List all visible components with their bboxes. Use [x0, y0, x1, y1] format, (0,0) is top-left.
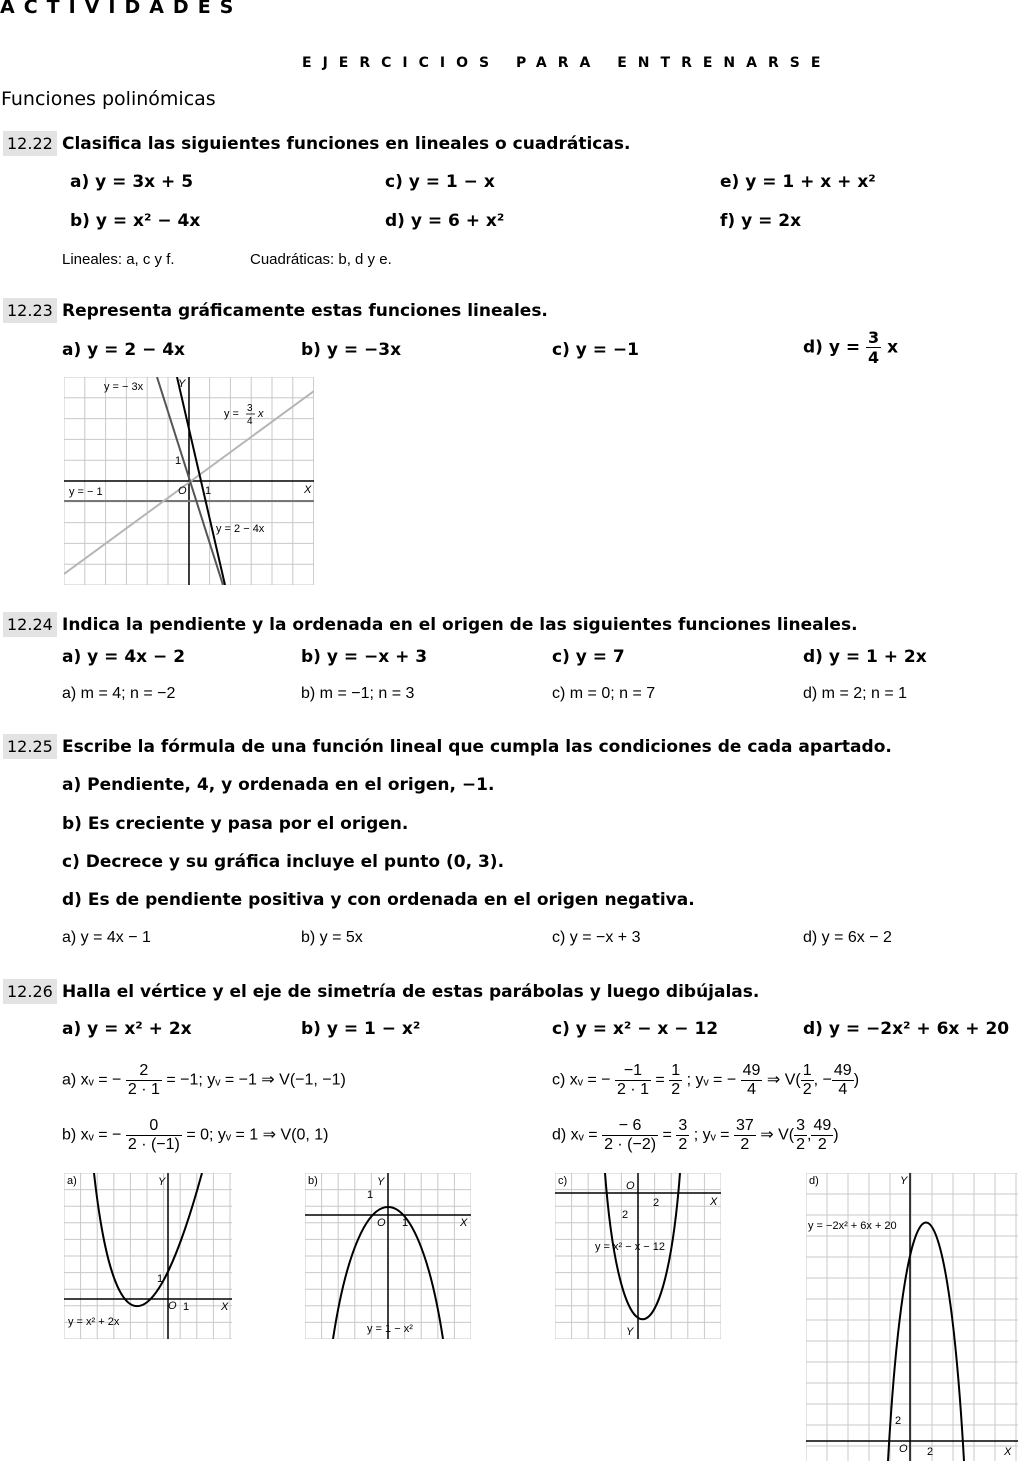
tick-y-1: 1 — [175, 455, 182, 467]
answer: a) y = 4x − 1 — [62, 929, 151, 946]
answer: Cuadráticas: b, d y e. — [250, 251, 392, 268]
fraction-denominator: 2 — [740, 1136, 750, 1153]
answer: b) m = −1; n = 3 — [301, 685, 415, 702]
item-c: c) Decrece y su gráfica incluye el punto (0, 3). — [62, 852, 505, 872]
label-y-3-4x-num: 3 — [247, 403, 253, 414]
label-y-3-4x-pre: y = — [224, 408, 239, 420]
axis-x-label: X — [304, 484, 312, 496]
solution-text: b) xᵥ = − — [62, 1126, 122, 1144]
exercise-number: 12.25 — [3, 734, 57, 759]
item-d: d) Es de pendiente positiva y con ordenada en el origen negativa. — [62, 890, 695, 910]
origin-label: O — [899, 1443, 908, 1455]
fraction-numerator: 37 — [735, 1117, 754, 1134]
tick-x-1: 1 — [205, 485, 212, 497]
fraction-denominator: 2 · (−2) — [604, 1136, 657, 1153]
exercise-number: 12.24 — [3, 612, 57, 637]
axis-y-label: Y — [178, 378, 186, 390]
axis-x-label: X — [1004, 1446, 1012, 1458]
graph-tag: b) — [308, 1175, 318, 1187]
axis-y-label: Y — [377, 1176, 385, 1188]
solution-text: , − — [813, 1071, 832, 1089]
answer: a) m = 4; n = −2 — [62, 685, 176, 702]
answer: d) y = 6x − 2 — [803, 929, 892, 946]
section-title: Funciones polinómicas — [1, 88, 216, 110]
item-a: a) y = x² + 2x — [62, 1019, 192, 1039]
item-a: a) Pendiente, 4, y ordenada en el origen, −1. — [62, 775, 495, 795]
item-a: a) y = 2 − 4x — [62, 340, 186, 360]
origin-label: O — [377, 1217, 386, 1229]
solution-text: , — [806, 1126, 812, 1144]
curve-label: y = x² + 2x — [68, 1316, 120, 1328]
item-d-prefix: d) y = — [803, 337, 861, 358]
fraction-denominator: 4 — [838, 1081, 848, 1098]
exercise-question: Indica la pendiente y la ordenada en el origen de las siguientes funciones lineales. — [62, 615, 858, 635]
item-b: b) y = −x + 3 — [301, 647, 428, 667]
solution-text: ) — [833, 1126, 839, 1144]
solution-d — [552, 1117, 839, 1154]
solution-text: = — [662, 1126, 672, 1144]
fraction-denominator: 4 — [868, 348, 880, 367]
solution-text: ⇒ V( — [766, 1071, 801, 1089]
item-d-suffix: x — [887, 337, 899, 358]
parabola-graph-a — [64, 1173, 232, 1339]
answer: c) y = −x + 3 — [552, 929, 641, 946]
label-y-minus-1: y = − 1 — [69, 486, 103, 498]
answer: d) m = 2; n = 1 — [803, 685, 908, 702]
parabola-graph-c — [555, 1173, 721, 1339]
exercise-number: 12.23 — [3, 298, 57, 323]
solution-a — [62, 1062, 346, 1099]
parabola-graph-d — [806, 1173, 1018, 1461]
fraction-numerator: −1 — [615, 1062, 651, 1081]
answer: b) y = 5x — [301, 929, 363, 946]
curve-label: y = −2x² + 6x + 20 — [808, 1220, 897, 1232]
curve-label: y = 1 − x² — [367, 1323, 413, 1335]
fraction-denominator: 4 — [747, 1081, 756, 1098]
fraction-denominator: 2 · 1 — [616, 1081, 649, 1098]
curve-label: y = x² − x − 12 — [595, 1241, 666, 1253]
fraction-numerator: 49 — [813, 1117, 832, 1134]
axis-x-label: X — [460, 1217, 468, 1229]
item-a: a) y = 3x + 5 — [70, 172, 194, 192]
solution-text: = — [655, 1071, 665, 1089]
origin-label: O — [168, 1300, 177, 1312]
origin-label: O — [626, 1180, 635, 1192]
linear-functions-graph — [64, 377, 314, 585]
item-b: b) Es creciente y pasa por el origen. — [62, 814, 409, 834]
fraction-numerator: 2 — [126, 1062, 162, 1081]
fraction-numerator: 0 — [126, 1117, 182, 1136]
fraction-numerator: 1 — [671, 1062, 681, 1079]
tick-y-2: 2 — [895, 1415, 902, 1427]
solution-text: = −1; yᵥ = −1 ⇒ V(−1, −1) — [166, 1071, 346, 1089]
tick-y-1: 1 — [367, 1189, 374, 1201]
subheader: EJERCICIOS PARA ENTRENARSE — [302, 55, 832, 71]
fraction-numerator: 3 — [868, 328, 880, 347]
exercise-question: Representa gráficamente estas funciones lineales. — [62, 301, 548, 321]
item-f: f) y = 2x — [720, 211, 802, 231]
fraction-numerator: 3 — [678, 1117, 688, 1134]
solution-text: = 0; yᵥ = 1 ⇒ V(0, 1) — [186, 1126, 329, 1144]
tick-y-1: 1 — [157, 1273, 164, 1285]
answer: c) m = 0; n = 7 — [552, 685, 656, 702]
fraction-numerator: − 6 — [602, 1117, 658, 1136]
fraction-numerator: 1 — [802, 1062, 812, 1079]
answer: Lineales: a, c y f. — [62, 251, 175, 268]
label-y-2-minus-4x: y = 2 − 4x — [216, 523, 265, 535]
item-c: c) y = 1 − x — [385, 172, 495, 192]
axis-y-label: Y — [900, 1175, 908, 1187]
fraction-denominator: 2 — [817, 1136, 827, 1153]
fraction-denominator: 2 · (−1) — [127, 1136, 180, 1153]
solution-b — [62, 1117, 328, 1154]
item-a: a) y = 4x − 2 — [62, 647, 186, 667]
item-c: c) y = 7 — [552, 647, 625, 667]
tick-x-2: 2 — [927, 1446, 934, 1458]
graph-tag: a) — [67, 1175, 77, 1187]
item-d: d) y = −2x² + 6x + 20 — [803, 1019, 1010, 1039]
item-d — [803, 328, 898, 367]
page-header: ACTIVIDADES — [0, 0, 243, 18]
exercise-question: Halla el vértice y el eje de simetría de estas parábolas y luego dibújalas. — [62, 982, 760, 1002]
item-b: b) y = x² − 4x — [70, 211, 201, 231]
solution-text: ; yᵥ = — [693, 1126, 730, 1144]
exercise-question: Escribe la fórmula de una función lineal que cumpla las condiciones de cada apartado. — [62, 737, 892, 757]
tick-y-2: 2 — [622, 1209, 629, 1221]
fraction-denominator: 2 — [796, 1136, 805, 1153]
item-e: e) y = 1 + x + x² — [720, 172, 876, 192]
origin-label: O — [178, 485, 187, 497]
fraction-numerator: 49 — [833, 1062, 852, 1079]
tick-x-2: 2 — [653, 1197, 660, 1209]
axis-x-label: X — [710, 1196, 718, 1208]
axis-y-label: Y — [626, 1326, 634, 1338]
tick-x-1: 1 — [402, 1217, 409, 1229]
exercise-number: 12.26 — [3, 979, 57, 1004]
solution-text: ⇒ V( — [760, 1126, 795, 1144]
fraction-denominator: 2 — [678, 1136, 688, 1153]
label-y-3-4x-post: x — [258, 408, 264, 420]
item-c: c) y = x² − x − 12 — [552, 1019, 719, 1039]
item-b: b) y = 1 − x² — [301, 1019, 421, 1039]
solution-text: d) xᵥ = — [552, 1126, 598, 1144]
exercise-question: Clasifica las siguientes funciones en lineales o cuadráticas. — [62, 134, 631, 154]
graph-tag: d) — [809, 1175, 819, 1187]
label-y-minus-3x: y = − 3x — [104, 381, 144, 393]
axis-y-label: Y — [158, 1176, 166, 1188]
solution-text: ; yᵥ = − — [686, 1071, 737, 1089]
solution-c — [552, 1062, 859, 1099]
tick-x-1: 1 — [183, 1301, 190, 1313]
solution-text: c) xᵥ = − — [552, 1071, 611, 1089]
fraction-numerator: 49 — [742, 1062, 761, 1079]
item-c: c) y = −1 — [552, 340, 640, 360]
graph-tag: c) — [558, 1175, 568, 1187]
item-d: d) y = 6 + x² — [385, 211, 505, 231]
fraction-denominator: 2 — [671, 1081, 681, 1098]
exercise-number: 12.22 — [3, 131, 57, 156]
fraction-denominator: 2 · 1 — [127, 1081, 160, 1098]
item-d: d) y = 1 + 2x — [803, 647, 927, 667]
parabola-graph-b — [305, 1173, 471, 1339]
fraction-numerator: 3 — [796, 1117, 805, 1134]
solution-text: ) — [853, 1071, 860, 1089]
solution-text: a) xᵥ = − — [62, 1071, 122, 1089]
item-b: b) y = −3x — [301, 340, 402, 360]
axis-x-label: X — [221, 1301, 229, 1313]
label-y-3-4x-den: 4 — [247, 416, 253, 427]
fraction-denominator: 2 — [802, 1081, 812, 1098]
